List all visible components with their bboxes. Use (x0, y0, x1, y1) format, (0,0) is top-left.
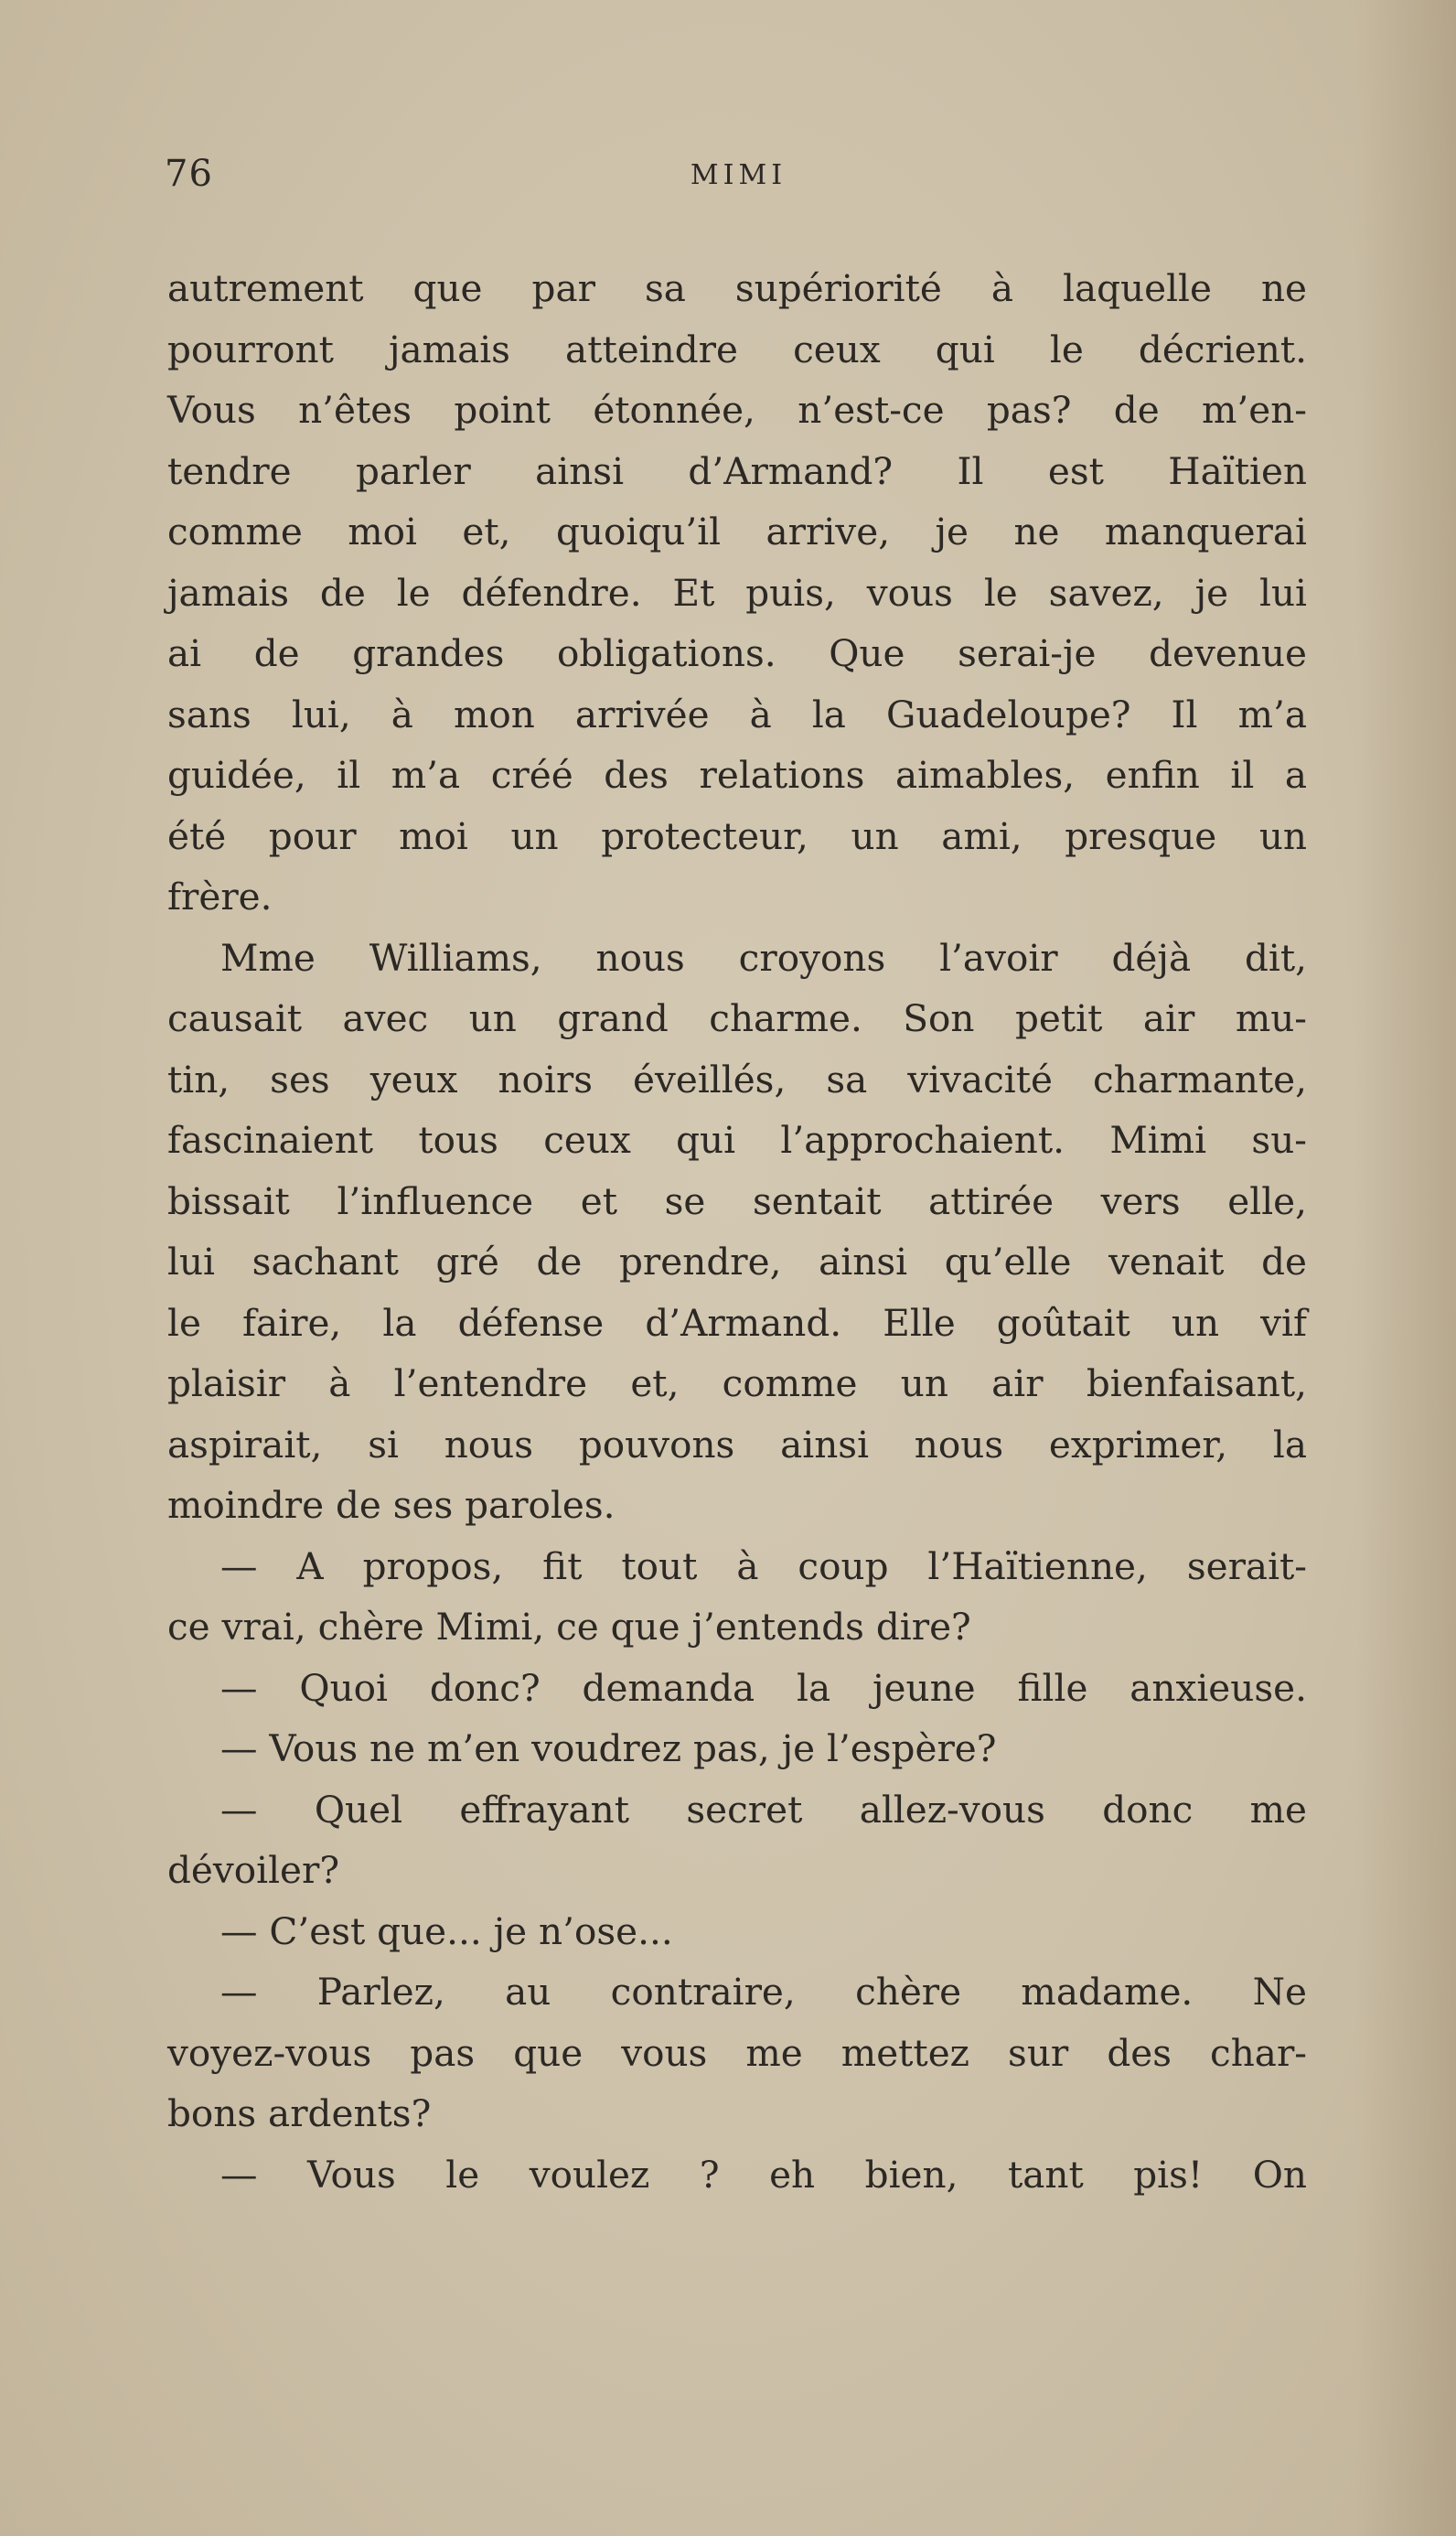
text-line: ce vrai, chère Mimi, ce que j’entends dire? (167, 1605, 971, 1649)
text-line: causait avec un grand charme. Son petit air mu- (167, 996, 1307, 1040)
body-text (167, 258, 1307, 2205)
page-number: 76 (165, 153, 213, 195)
text-line: — Vous ne m’en voudrez pas, je l’espère? (220, 1726, 997, 1770)
text-line: Vous n’êtes point étonnée, n’est-ce pas? de m’en- (167, 388, 1307, 432)
text-line: — Quoi donc? demanda la jeune fille anxieuse. (220, 1665, 1307, 1710)
text-line: autrement que par sa supériorité à laquelle ne (167, 266, 1307, 310)
text-line: dévoiler? (167, 1848, 340, 1892)
running-title: MIMI (690, 159, 787, 191)
text-line: ai de grandes obligations. Que serai-je devenue (167, 631, 1307, 675)
text-line: comme moi et, quoiqu’il arrive, je ne manquerai (167, 510, 1307, 553)
text-line: voyez-vous pas que vous me mettez sur des char- (167, 2030, 1307, 2075)
text-line: tendre parler ainsi d’Armand? Il est Haïtien (167, 448, 1307, 493)
text-line: — Parlez, au contraire, chère madame. Ne (220, 1970, 1307, 2014)
page-edge-shadow (1355, 0, 1456, 2536)
text-line: guidée, il m’a créé des relations aimables, enfin il a (167, 753, 1307, 797)
text-line: le faire, la défense d’Armand. Elle goûtait un vif (167, 1300, 1307, 1345)
text-line: aspirait, si nous pouvons ainsi nous exprimer, la (167, 1422, 1307, 1467)
text-line: lui sachant gré de prendre, ainsi qu’elle venait de (167, 1240, 1307, 1284)
text-line: été pour moi un protecteur, un ami, presque un (167, 813, 1307, 858)
page-header (165, 146, 1312, 201)
text-line: — Quel effrayant secret allez-vous donc me (220, 1787, 1307, 1832)
text-line: bons ardents? (167, 2091, 432, 2135)
text-line: pourront jamais atteindre ceux qui le décrient. (167, 327, 1307, 371)
text-line: plaisir à l’entendre et, comme un air bienfaisant, (167, 1361, 1307, 1405)
text-line: sans lui, à mon arrivée à la Guadeloupe? Il m’a (167, 692, 1307, 736)
text-line: — C’est que... je n’ose... (220, 1908, 673, 1953)
text-line: jamais de le défendre. Et puis, vous le savez, je lui (167, 570, 1307, 615)
text-line: frère. (167, 875, 273, 919)
text-line: bissait l’influence et se sentait attirée vers elle, (167, 1178, 1307, 1223)
text-line: Mme Williams, nous croyons l’avoir déjà dit, (220, 935, 1307, 980)
text-line: — Vous le voulez ? eh bien, tant pis! On (220, 2152, 1307, 2197)
text-line: moindre de ses paroles. (167, 1483, 616, 1527)
text-line: fascinaient tous ceux qui l’approchaient. Mimi su- (167, 1118, 1307, 1162)
text-line: tin, ses yeux noirs éveillés, sa vivacité charmante, (167, 1057, 1307, 1101)
text-line: — A propos, fit tout à coup l’Haïtienne, serait- (220, 1543, 1307, 1588)
